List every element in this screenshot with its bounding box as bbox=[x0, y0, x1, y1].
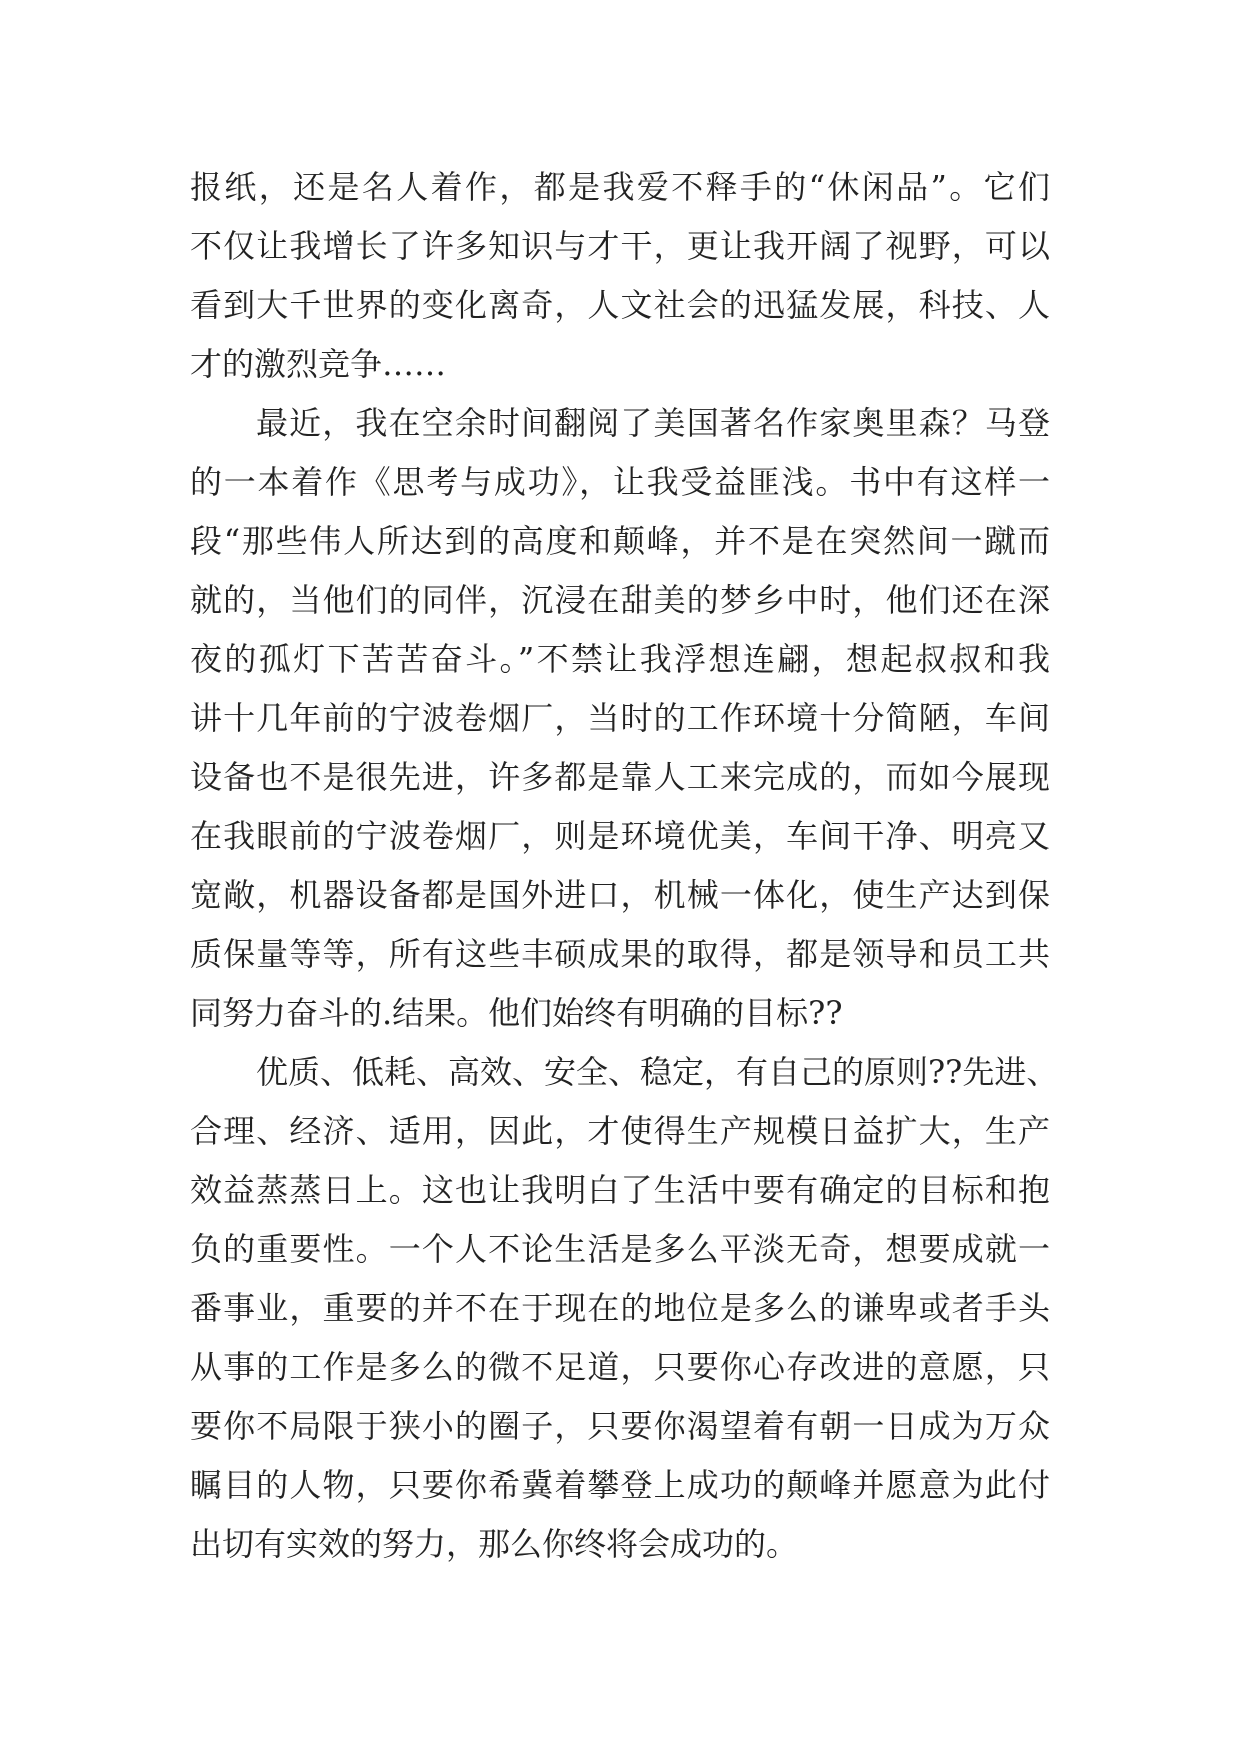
text-line: 瞩目的人物，只要你希冀着攀登上成功的颠峰并愿意为此付 bbox=[190, 1466, 1050, 1504]
paragraph-1 bbox=[190, 158, 1050, 394]
text-line: 段“那些伟人所达到的高度和颠峰，并不是在突然间一蹴而 bbox=[190, 522, 1050, 560]
text-line: 的一本着作《思考与成功》，让我受益匪浅。书中有这样一 bbox=[190, 463, 1050, 501]
text-line: 要你不局限于狭小的圈子，只要你渴望着有朝一日成为万众 bbox=[190, 1407, 1050, 1445]
text-line: 看到大千世界的变化离奇，人文社会的迅猛发展，科技、人 bbox=[190, 286, 1050, 324]
text-line: 出切有实效的努力，那么你终将会成功的。 bbox=[190, 1525, 799, 1563]
text-line: 最近，我在空余时间翻阅了美国著名作家奥里森？马登 bbox=[256, 404, 1050, 442]
text-line: 番事业，重要的并不在于现在的地位是多么的谦卑或者手头 bbox=[190, 1289, 1050, 1327]
text-line: 合理、经济、适用，因此，才使得生产规模日益扩大，生产 bbox=[190, 1112, 1050, 1150]
paragraph-3 bbox=[190, 1043, 1059, 1574]
text-line: 报纸，还是名人着作，都是我爱不释手的“休闲品”。它们 bbox=[190, 168, 1050, 206]
body-text bbox=[190, 158, 1059, 1574]
text-line: 讲十几年前的宁波卷烟厂，当时的工作环境十分简陋，车间 bbox=[190, 699, 1050, 737]
paragraph-2 bbox=[190, 394, 1050, 1043]
text-line: 从事的工作是多么的微不足道，只要你心存改进的意愿，只 bbox=[190, 1348, 1050, 1386]
text-line: 效益蒸蒸日上。这也让我明白了生活中要有确定的目标和抱 bbox=[190, 1171, 1050, 1209]
text-line: 同努力奋斗的.结果。他们始终有明确的目标?? bbox=[190, 994, 843, 1032]
text-line: 才的激烈竞争…… bbox=[190, 345, 447, 383]
text-line: 在我眼前的宁波卷烟厂，则是环境优美，车间干净、明亮又 bbox=[190, 817, 1050, 855]
text-line: 设备也不是很先进，许多都是靠人工来完成的，而如今展现 bbox=[190, 758, 1050, 796]
text-line: 优质、低耗、高效、安全、稳定，有自己的原则??先进、 bbox=[256, 1053, 1059, 1091]
text-line: 不仅让我增长了许多知识与才干，更让我开阔了视野，可以 bbox=[190, 227, 1050, 265]
text-line: 夜的孤灯下苦苦奋斗。”不禁让我浮想连翩，想起叔叔和我 bbox=[190, 640, 1050, 678]
text-line: 宽敞，机器设备都是国外进口，机械一体化，使生产达到保 bbox=[190, 876, 1050, 914]
text-line: 就的，当他们的同伴，沉浸在甜美的梦乡中时，他们还在深 bbox=[190, 581, 1050, 619]
text-line: 负的重要性。一个人不论生活是多么平淡无奇，想要成就一 bbox=[190, 1230, 1050, 1268]
text-line: 质保量等等，所有这些丰硕成果的取得，都是领导和员工共 bbox=[190, 935, 1050, 973]
